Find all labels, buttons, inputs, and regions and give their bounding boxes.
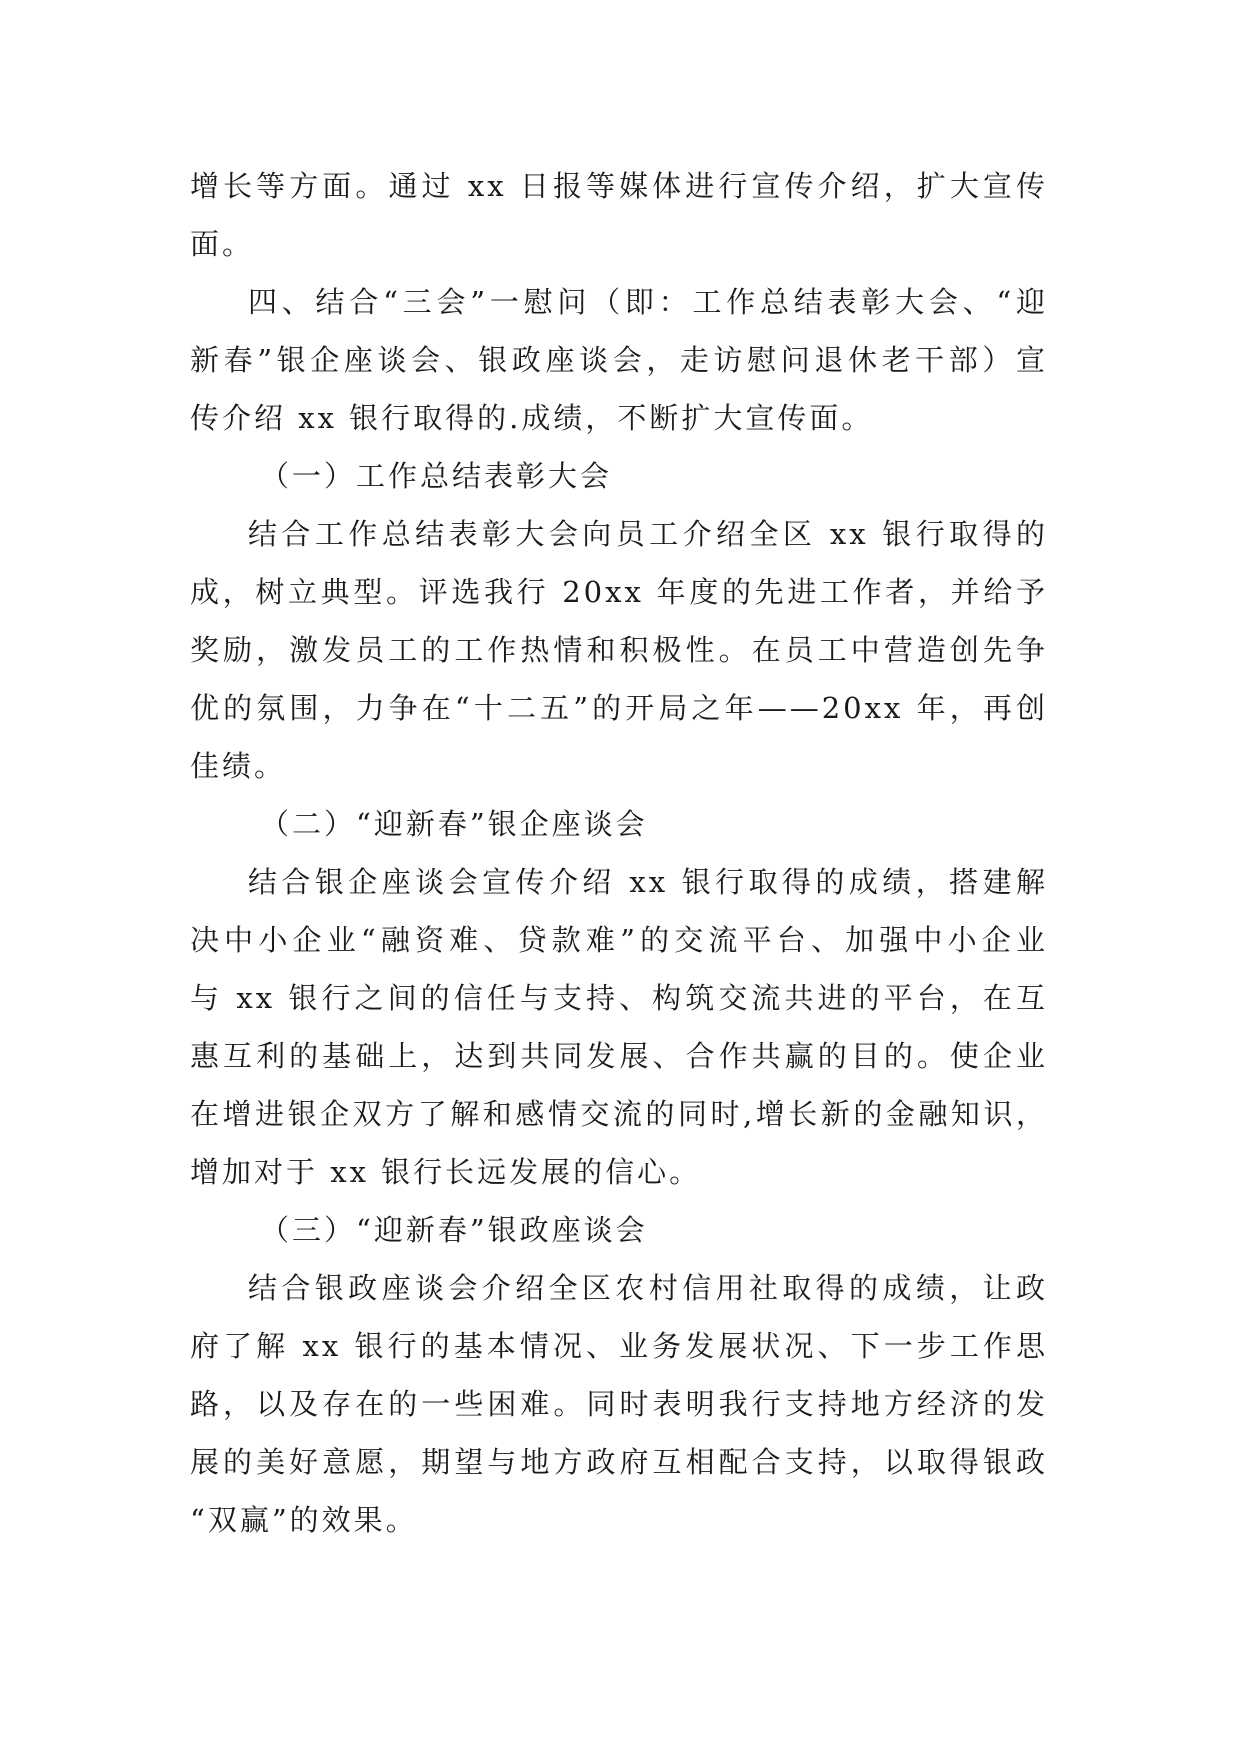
paragraph-line: 增长等方面。通过 xx 日报等媒体进行宣传介绍，扩大宣传 <box>190 169 1048 203</box>
document-body <box>190 157 1048 1549</box>
paragraph-line: 在增进银企双方了解和感情交流的同时,增长新的金融知识， <box>190 1097 1048 1131</box>
section-four-line: 四、结合“三会”一慰问（即：工作总结表彰大会、“迎 <box>248 285 1048 319</box>
paragraph-line: 奖励，激发员工的工作热情和积极性。在员工中营造创先争 <box>190 633 1048 667</box>
paragraph-line: 增加对于 xx 银行长远发展的信心。 <box>190 1155 702 1189</box>
subsection-heading-1: （一）工作总结表彰大会 <box>260 459 613 493</box>
paragraph-line: 结合工作总结表彰大会向员工介绍全区 xx 银行取得的 <box>248 517 1048 551</box>
subsection-heading-2: （二）“迎新春”银企座谈会 <box>260 807 648 841</box>
paragraph-line: 结合银企座谈会宣传介绍 xx 银行取得的成绩，搭建解 <box>248 865 1048 899</box>
section-four-line: 传介绍 xx 银行取得的.成绩，不断扩大宣传面。 <box>190 401 874 435</box>
paragraph-line: 佳绩。 <box>190 749 287 783</box>
paragraph-line: 府了解 xx 银行的基本情况、业务发展状况、下一步工作思 <box>190 1329 1048 1363</box>
paragraph-line: 面。 <box>190 227 255 261</box>
paragraph-line: 惠互利的基础上，达到共同发展、合作共赢的目的。使企业 <box>190 1039 1048 1073</box>
paragraph-line: 决中小企业“融资难、贷款难”的交流平台、加强中小企业 <box>190 923 1048 957</box>
paragraph-line: 与 xx 银行之间的信任与支持、构筑交流共进的平台，在互 <box>190 981 1048 1015</box>
paragraph-line: 优的氛围，力争在“十二五”的开局之年——20xx 年，再创 <box>190 691 1048 725</box>
paragraph-line: 路，以及存在的一些困难。同时表明我行支持地方经济的发 <box>190 1387 1048 1421</box>
paragraph-line: “双赢”的效果。 <box>190 1503 418 1537</box>
paragraph-line: 成，树立典型。评选我行 20xx 年度的先进工作者，并给予 <box>190 575 1048 609</box>
subsection-heading-3: （三）“迎新春”银政座谈会 <box>260 1213 648 1247</box>
paragraph-line: 结合银政座谈会介绍全区农村信用社取得的成绩，让政 <box>248 1271 1048 1305</box>
section-four-line: 新春”银企座谈会、银政座谈会，走访慰问退休老干部）宣 <box>190 343 1048 377</box>
paragraph-line: 展的美好意愿，期望与地方政府互相配合支持，以取得银政 <box>190 1445 1048 1479</box>
